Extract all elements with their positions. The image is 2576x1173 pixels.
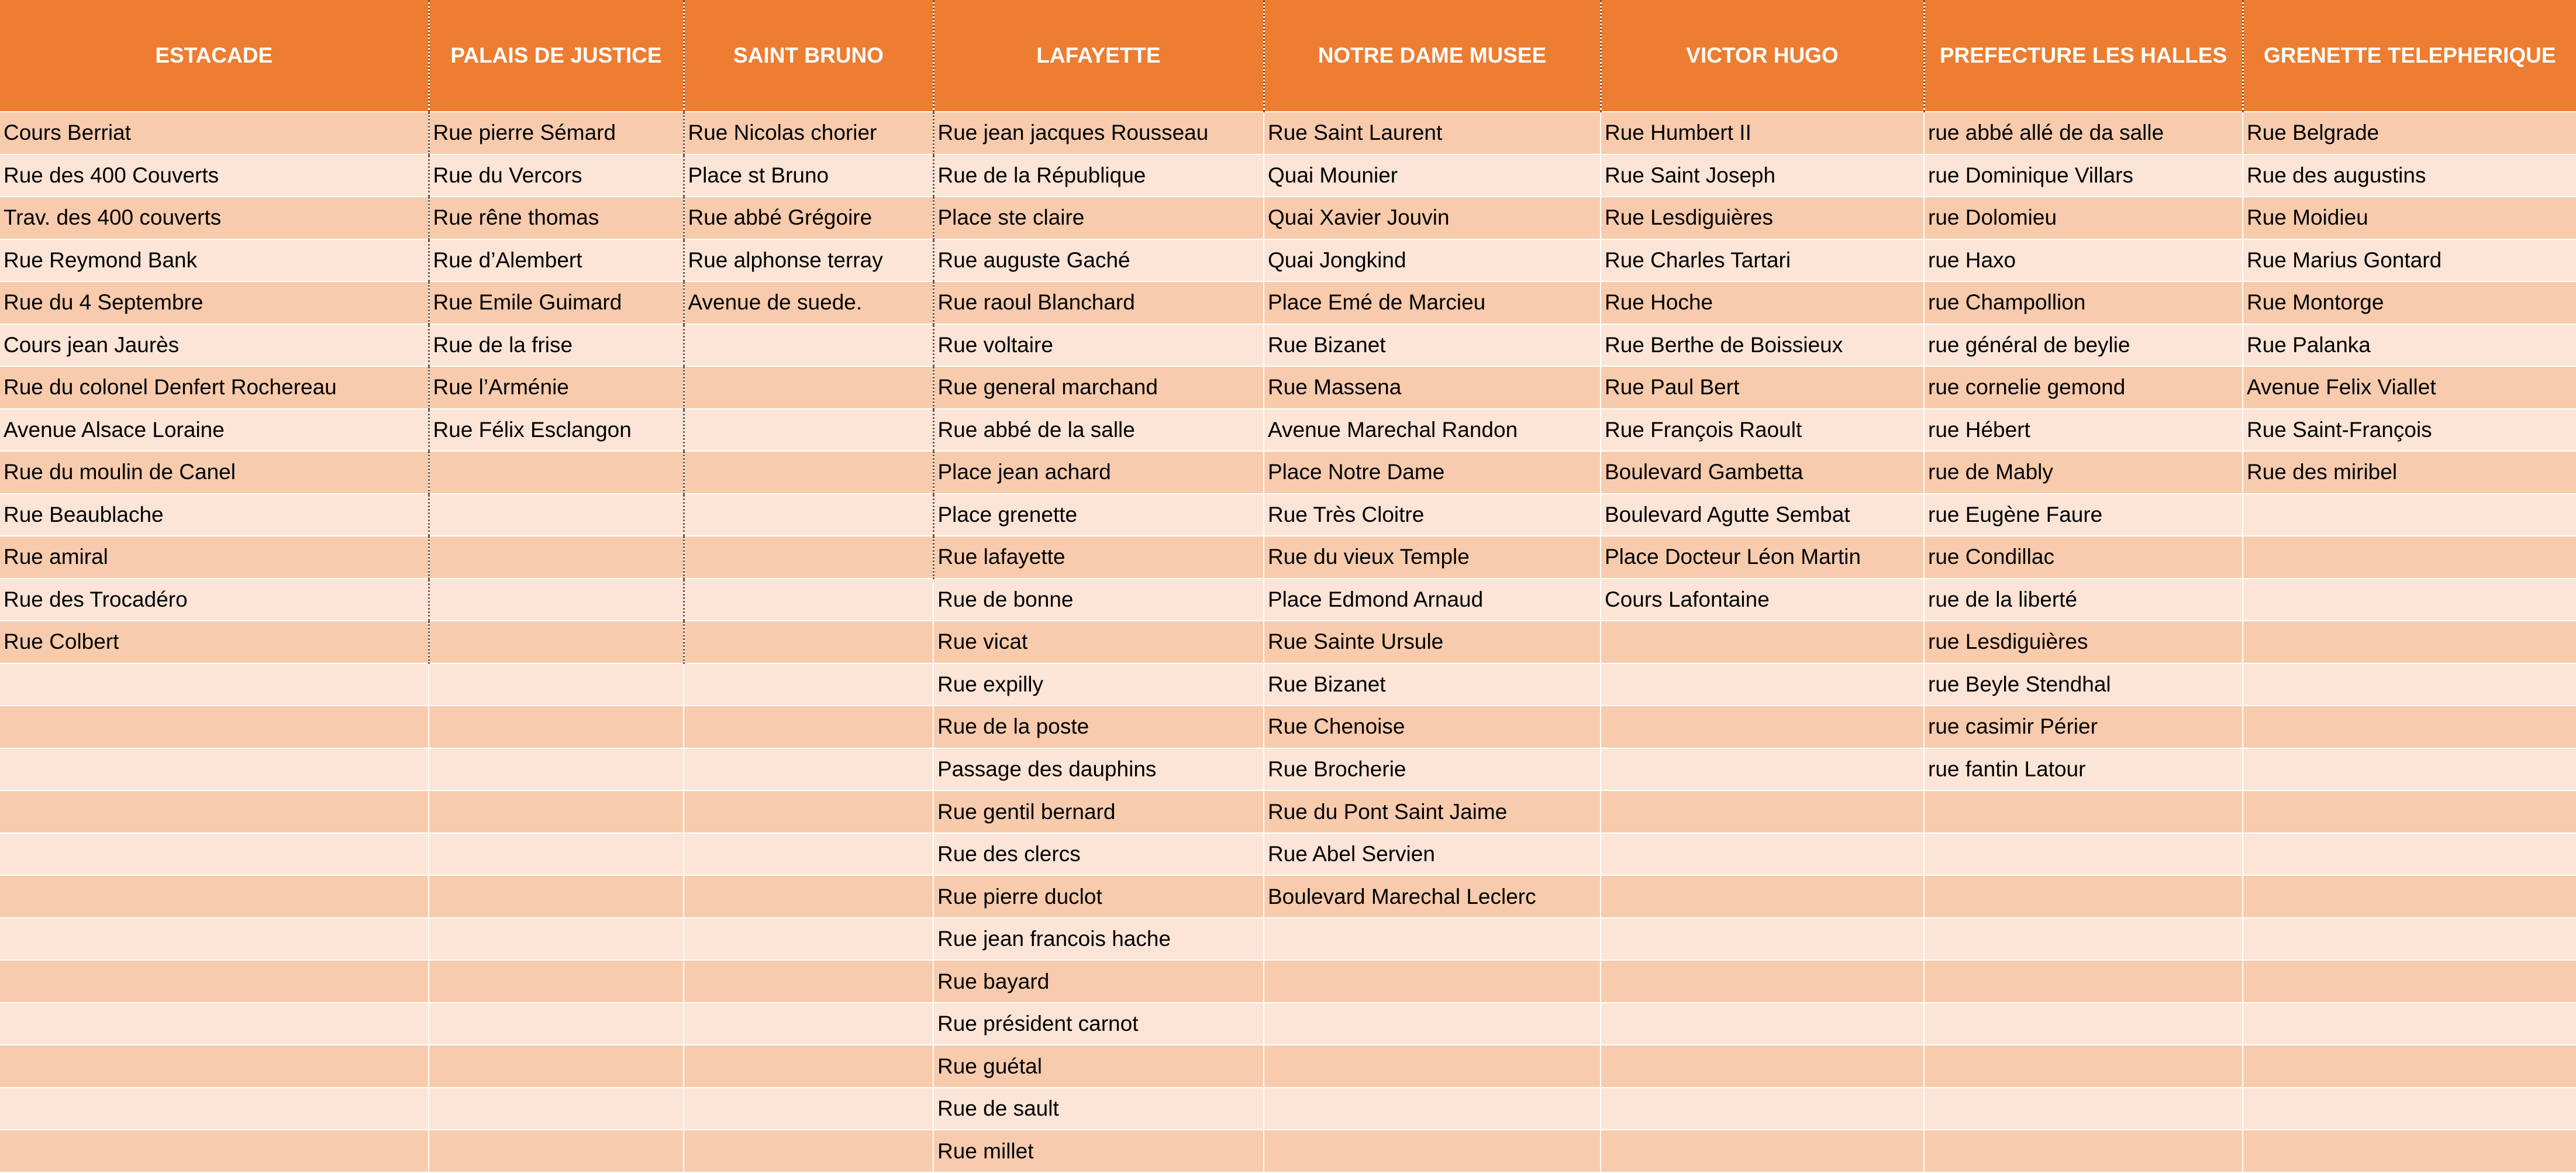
table-cell [2243,1088,2576,1130]
table-cell: Rue des augustins [2243,154,2576,197]
table-row [0,1045,2576,1088]
table-cell: Rue Charles Tartari [1601,239,1924,282]
table-cell: Rue Berthe de Boissieux [1601,324,1924,367]
table-cell [1601,621,1924,663]
table-cell: Rue guétal [933,1045,1264,1088]
table-cell [1924,1003,2243,1045]
table-cell [2243,1045,2576,1088]
table-row [0,112,2576,154]
table-cell [2243,1003,2576,1045]
table-cell: Rue bayard [933,960,1264,1003]
table-cell [684,494,933,536]
table-cell [2243,579,2576,621]
table-cell [0,663,429,706]
table-cell [429,663,684,706]
table-cell: Rue alphonse terray [684,239,933,282]
table-cell [684,366,933,409]
table-cell: Rue du vieux Temple [1264,536,1601,579]
table-cell [1924,790,2243,833]
table-cell [684,1003,933,1045]
header-grenette-telepherique: GRENETTE TELEPHERIQUE [2243,0,2576,112]
table-cell: Rue Saint Laurent [1264,112,1601,154]
header-saint-bruno: SAINT BRUNO [684,0,933,112]
table-cell [1924,960,2243,1003]
table-cell: Rue lafayette [933,536,1264,579]
header-notre-dame-musee: NOTRE DAME MUSEE [1264,0,1601,112]
table-cell [1601,918,1924,961]
table-cell: Rue des clercs [933,833,1264,876]
table-cell: Rue Très Cloitre [1264,494,1601,536]
table-cell: Rue François Raoult [1601,409,1924,452]
table-cell: Rue Bizanet [1264,324,1601,367]
table-cell [1264,960,1601,1003]
table-cell [0,790,429,833]
table-cell: Passage des dauphins [933,748,1264,791]
table-cell: Rue Montorge [2243,281,2576,324]
table-cell: Avenue de suede. [684,281,933,324]
table-cell [429,918,684,961]
table-cell: Rue vicat [933,621,1264,663]
table-cell: Rue des Trocadéro [0,579,429,621]
table-cell: Rue du moulin de Canel [0,451,429,494]
table-cell: Avenue Marechal Randon [1264,409,1601,452]
table-cell: Rue des 400 Couverts [0,154,429,197]
table-cell [684,960,933,1003]
table-cell: Place Notre Dame [1264,451,1601,494]
table-cell: rue Lesdiguières [1924,621,2243,663]
table-cell: Quai Jongkind [1264,239,1601,282]
table-cell [0,833,429,876]
header-victor-hugo: VICTOR HUGO [1601,0,1924,112]
table-cell [2243,960,2576,1003]
table-cell: Rue Lesdiguières [1601,197,1924,239]
table-cell [1601,875,1924,918]
table-row [0,1088,2576,1130]
table-cell: Rue abbé de la salle [933,409,1264,452]
table-cell [429,1003,684,1045]
table-row [0,1130,2576,1172]
table-cell [1264,918,1601,961]
table-cell [2243,918,2576,961]
table-cell [0,918,429,961]
table-cell: Boulevard Marechal Leclerc [1264,875,1601,918]
table-cell [0,1088,429,1130]
table-cell [429,875,684,918]
table-cell: Rue l’Arménie [429,366,684,409]
table-cell [2243,536,2576,579]
table-cell [684,1088,933,1130]
table-cell [429,748,684,791]
table-cell: Place jean achard [933,451,1264,494]
table-cell [0,960,429,1003]
table-cell [1924,1130,2243,1172]
table-row [0,197,2576,239]
table-cell: Rue de la République [933,154,1264,197]
table-cell: Rue Beaublache [0,494,429,536]
table-row [0,960,2576,1003]
table-cell: Rue Humbert II [1601,112,1924,154]
table-cell [684,790,933,833]
table-cell [0,748,429,791]
table-cell [684,748,933,791]
table-cell: Place Docteur Léon Martin [1601,536,1924,579]
table-cell [1264,1088,1601,1130]
table-cell: rue fantin Latour [1924,748,2243,791]
header-row [0,0,2576,112]
table-cell: rue cornelie gemond [1924,366,2243,409]
table-row [0,706,2576,748]
table-cell: Rue voltaire [933,324,1264,367]
table-cell: Boulevard Gambetta [1601,451,1924,494]
table-cell [429,579,684,621]
table-cell [1264,1045,1601,1088]
table-cell [429,833,684,876]
table-row [0,875,2576,918]
table-cell: Rue Marius Gontard [2243,239,2576,282]
table-cell [1601,663,1924,706]
table-cell [2243,790,2576,833]
table-cell [2243,663,2576,706]
table-cell [2243,494,2576,536]
table-body [0,112,2576,1172]
table-cell [429,621,684,663]
table-cell [684,1130,933,1172]
table-cell: Rue d’Alembert [429,239,684,282]
table-cell: Rue des miribel [2243,451,2576,494]
table-cell: Quai Mounier [1264,154,1601,197]
table-cell [1264,1003,1601,1045]
table-cell [2243,875,2576,918]
table-cell: Rue du 4 Septembre [0,281,429,324]
header-prefecture-les-halles: PREFECTURE LES HALLES [1924,0,2243,112]
table-cell: Rue Palanka [2243,324,2576,367]
table-cell: Rue raoul Blanchard [933,281,1264,324]
table-cell: Rue abbé Grégoire [684,197,933,239]
table-cell [684,706,933,748]
table-row [0,536,2576,579]
table-cell: rue Dolomieu [1924,197,2243,239]
table-cell: Place Edmond Arnaud [1264,579,1601,621]
table-cell: Rue jean jacques Rousseau [933,112,1264,154]
table-cell: Rue Abel Servien [1264,833,1601,876]
table-row [0,790,2576,833]
table-cell [429,1045,684,1088]
table-cell: Rue pierre duclot [933,875,1264,918]
table-row [0,324,2576,367]
table-cell [684,536,933,579]
table-cell: Rue Colbert [0,621,429,663]
table-cell: Rue Félix Esclangon [429,409,684,452]
table-cell: Rue millet [933,1130,1264,1172]
table-row [0,579,2576,621]
table-cell [1601,1045,1924,1088]
table-cell [1924,1045,2243,1088]
table-cell [1601,790,1924,833]
table-cell [684,663,933,706]
table-cell [429,494,684,536]
table-cell: Rue du colonel Denfert Rochereau [0,366,429,409]
table-cell [684,833,933,876]
table-cell [684,451,933,494]
table-cell: Rue Saint Joseph [1601,154,1924,197]
table-row [0,621,2576,663]
table-cell: Rue expilly [933,663,1264,706]
header-estacade: ESTACADE [0,0,429,112]
table-cell [1601,1088,1924,1130]
table-cell: Rue Belgrade [2243,112,2576,154]
table-cell [1264,1130,1601,1172]
table-cell: Quai Xavier Jouvin [1264,197,1601,239]
table-cell [2243,706,2576,748]
table-row [0,748,2576,791]
table-cell: Rue de la frise [429,324,684,367]
table-cell: Rue Sainte Ursule [1264,621,1601,663]
table-row [0,409,2576,452]
table-cell [684,1045,933,1088]
table-cell [429,451,684,494]
table-cell: Rue general marchand [933,366,1264,409]
table-cell [429,706,684,748]
table-cell: rue Hébert [1924,409,2243,452]
table-cell [1924,833,2243,876]
table-cell [0,1130,429,1172]
table-cell: Cours jean Jaurès [0,324,429,367]
table-cell [2243,621,2576,663]
table-cell: Rue Bizanet [1264,663,1601,706]
table-cell [429,960,684,1003]
table-cell: Rue du Vercors [429,154,684,197]
table-cell [684,409,933,452]
table-cell: rue Dominique Villars [1924,154,2243,197]
table-cell: Rue du Pont Saint Jaime [1264,790,1601,833]
table-cell [684,918,933,961]
table-cell [684,579,933,621]
table-cell [2243,748,2576,791]
table-cell: Rue de sault [933,1088,1264,1130]
table-cell: rue Eugène Faure [1924,494,2243,536]
table-cell [0,875,429,918]
table-cell [1924,875,2243,918]
table-cell: rue abbé allé de da salle [1924,112,2243,154]
table-cell [1924,918,2243,961]
table-row [0,281,2576,324]
table-cell [684,324,933,367]
table-cell: Rue Reymond Bank [0,239,429,282]
table-cell [1601,748,1924,791]
table-cell: Rue Hoche [1601,281,1924,324]
table-row [0,918,2576,961]
table-row [0,366,2576,409]
table-cell: Rue jean francois hache [933,918,1264,961]
table-row [0,494,2576,536]
table-row [0,154,2576,197]
table-cell [1601,960,1924,1003]
table-cell [0,706,429,748]
table-cell: Avenue Felix Viallet [2243,366,2576,409]
table-cell: Cours Berriat [0,112,429,154]
table-cell [429,790,684,833]
table-cell: Rue de la poste [933,706,1264,748]
table-cell: Avenue Alsace Loraine [0,409,429,452]
table-cell: Rue Paul Bert [1601,366,1924,409]
table-cell [0,1045,429,1088]
header-palais-de-justice: PALAIS DE JUSTICE [429,0,684,112]
table-cell: Rue Brocherie [1264,748,1601,791]
table-cell: Place ste claire [933,197,1264,239]
table-cell: Rue président carnot [933,1003,1264,1045]
table-cell: Rue Nicolas chorier [684,112,933,154]
table-cell [1601,1130,1924,1172]
table-cell: rue Haxo [1924,239,2243,282]
table-row [0,1003,2576,1045]
table-cell: Cours Lafontaine [1601,579,1924,621]
table-cell: Boulevard Agutte Sembat [1601,494,1924,536]
table-cell: rue de la liberté [1924,579,2243,621]
table-cell [1601,833,1924,876]
table-cell [2243,833,2576,876]
table-cell: Rue gentil bernard [933,790,1264,833]
table-cell: Place Emé de Marcieu [1264,281,1601,324]
table-cell [429,536,684,579]
table-cell [1601,706,1924,748]
table-cell: Rue amiral [0,536,429,579]
table-cell: Rue Saint-François [2243,409,2576,452]
table-cell: Rue Chenoise [1264,706,1601,748]
table-cell: rue Champollion [1924,281,2243,324]
table-header [0,0,2576,112]
table-row [0,451,2576,494]
table-cell: Rue Moidieu [2243,197,2576,239]
table-cell [684,875,933,918]
table-row [0,239,2576,282]
table-cell [1601,1003,1924,1045]
table-cell: rue Condillac [1924,536,2243,579]
table-cell: Trav. des 400 couverts [0,197,429,239]
table-cell: rue Beyle Stendhal [1924,663,2243,706]
table-cell [684,621,933,663]
header-lafayette: LAFAYETTE [933,0,1264,112]
table-cell [429,1088,684,1130]
table-cell: Place st Bruno [684,154,933,197]
table-cell: Rue auguste Gaché [933,239,1264,282]
table-cell: Rue pierre Sémard [429,112,684,154]
table-cell: Place grenette [933,494,1264,536]
table-cell [1924,1088,2243,1130]
table-cell: rue de Mably [1924,451,2243,494]
table-cell: Rue de bonne [933,579,1264,621]
table-cell: Rue rêne thomas [429,197,684,239]
table-cell [2243,1130,2576,1172]
table-cell: rue général de beylie [1924,324,2243,367]
table-row [0,833,2576,876]
table-cell [429,1130,684,1172]
table-cell: rue casimir Périer [1924,706,2243,748]
table-cell: Rue Emile Guimard [429,281,684,324]
table-row [0,663,2576,706]
table-cell [0,1003,429,1045]
table-cell: Rue Massena [1264,366,1601,409]
